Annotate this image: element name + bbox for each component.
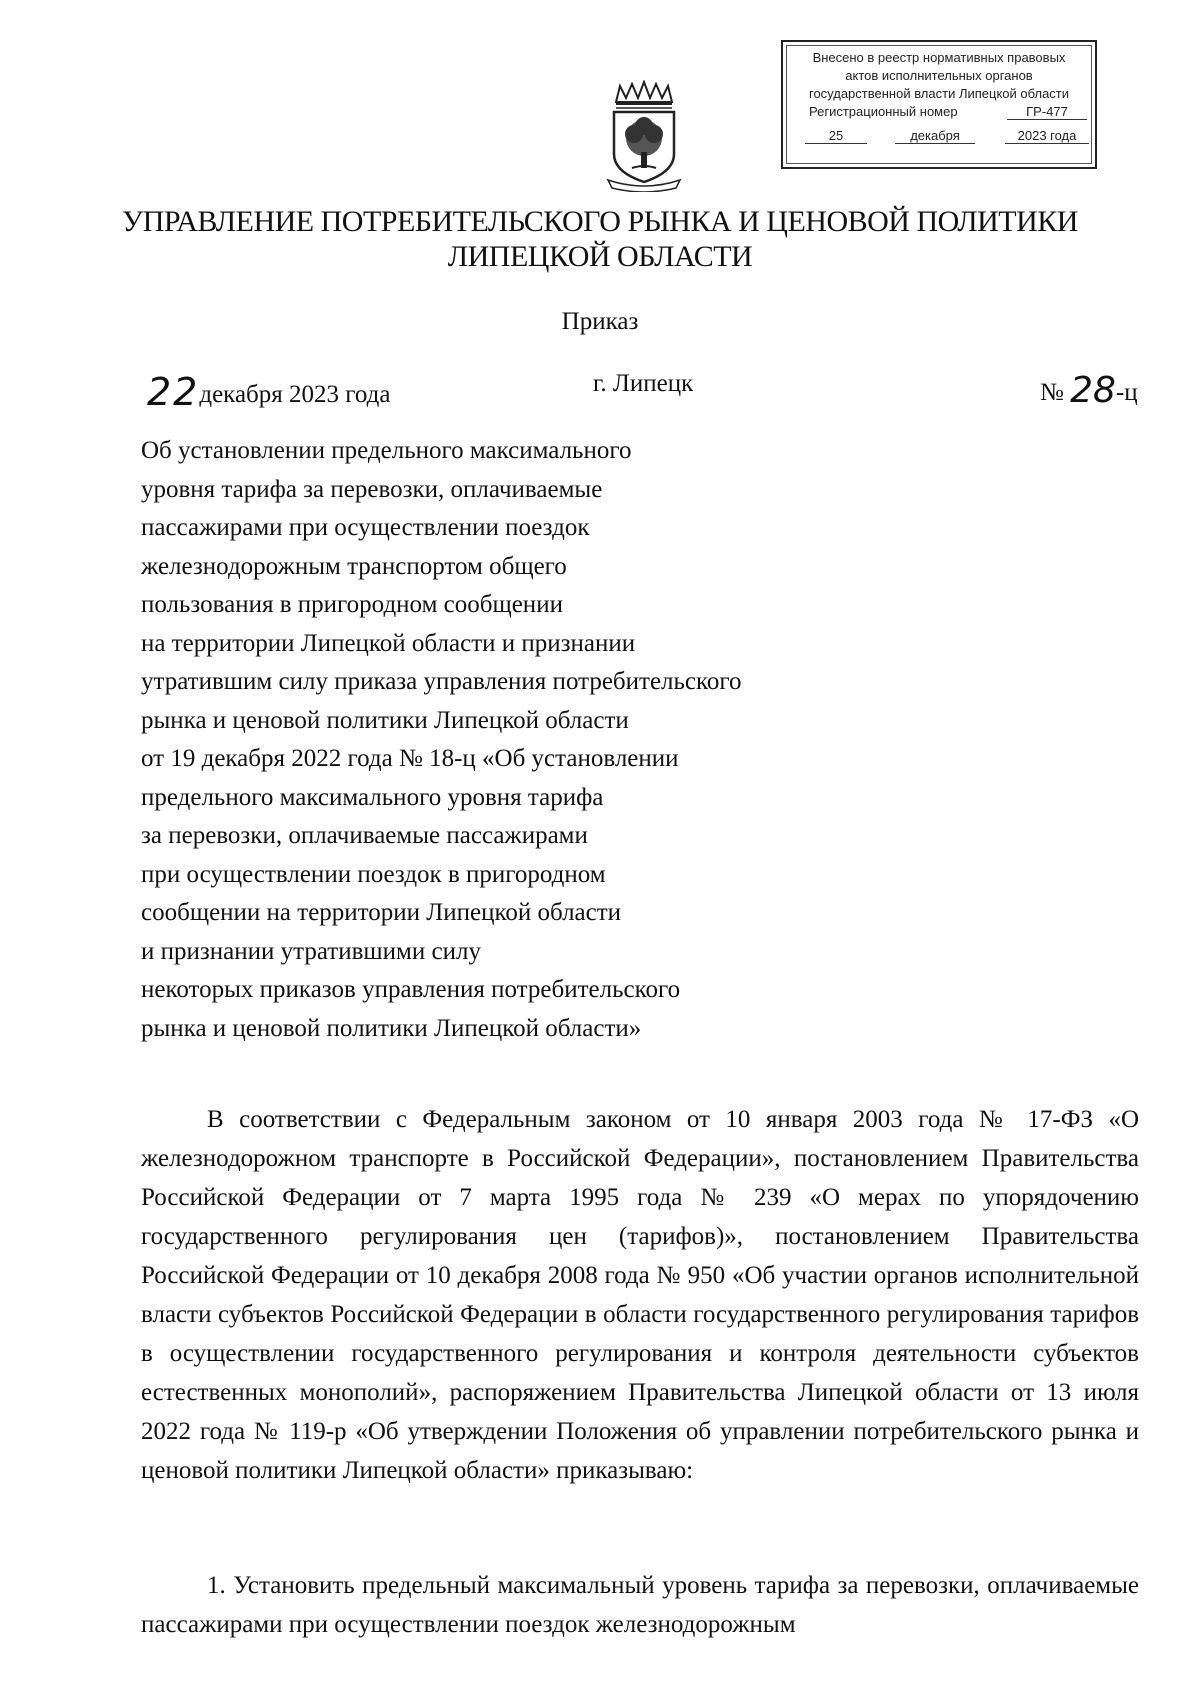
title-line: рынка и ценовой политики Липецкой области» — [141, 1014, 642, 1042]
title-line: сообщении на территории Липецкой области — [141, 899, 622, 926]
title-line: уровня тарифа за перевозки, оплачиваемые — [141, 475, 603, 503]
order-title — [141, 432, 742, 1048]
stamp-year: 2023 года — [1005, 128, 1089, 144]
number-prefix: № — [1040, 379, 1064, 406]
title-line: от 19 декабря 2022 года № 18-ц «Об установлении — [141, 745, 679, 772]
org-name-line-2: ЛИПЕЦКОЙ ОБЛАСТИ — [447, 240, 753, 273]
title-line: пассажирами при осуществлении поездок — [141, 514, 590, 541]
stamp-month: декабря — [895, 128, 975, 144]
org-name-line-1: УПРАВЛЕНИЕ ПОТРЕБИТЕЛЬСКОГО РЫНКА И ЦЕНОВОЙ ПОЛИТИКИ — [122, 205, 1078, 238]
title-line: и признании утратившими силу — [141, 937, 481, 965]
stamp-line-3: государственной власти Липецкой области — [808, 86, 1070, 101]
stamp-reg-number: ГР-477 — [1007, 104, 1087, 120]
title-line: предельного максимального уровня тарифа — [141, 783, 604, 811]
stamp-line-2: актов исполнительных органов — [845, 68, 1033, 83]
preamble-paragraph: В соответствии с Федеральным законом от 10 января 2003 года № 17-ФЗ «О железнодорожном транспорте в Российской Федерации», постановлением Правительства Российской Федерации от 7 марта 1995 года № 239 «О мерах по упорядочению государственного регулирования цен (тарифов)», постановлением Правительства Российской Федерации от 10 декабря 2008 года № 950 «Об участии органов исполнительной власти субъектов Российской Федерации в области государственного регулирования тарифов в осуществлении государственного регулирования и контроля деятельности субъектов естественных монополий», распоряжением Правительства Липецкой области от 13 июля 2022 года № 119-р «Об утверждении Положения об управлении потребительского рынка и ценовой политики Липецкой области» приказываю: — [141, 1106, 1139, 1484]
title-line: утратившим силу приказа управления потребительского — [141, 668, 742, 695]
title-line: Об установлении предельного максимального — [141, 437, 632, 464]
title-line: на территории Липецкой области и признании — [141, 629, 636, 657]
title-line: рынка и ценовой политики Липецкой области — [141, 706, 629, 734]
stamp-reg-label: Регистрационный номер — [809, 104, 958, 119]
handwritten-day: 22 — [147, 370, 200, 414]
number-suffix: -ц — [1115, 379, 1138, 406]
clause-1-paragraph: 1. Установить предельный максимальный уровень тарифа за перевозки, оплачиваемые пассажирами при осуществлении поездок железнодорожным — [141, 1572, 1139, 1638]
title-line: пользования в пригородном сообщении — [141, 591, 563, 618]
title-line: некоторых приказов управления потребительского — [141, 976, 681, 1003]
order-date — [147, 370, 391, 414]
document-type: Приказ — [561, 308, 639, 335]
stamp-day: 25 — [805, 128, 867, 144]
coat-of-arms-icon — [604, 80, 684, 192]
title-line: за перевозки, оплачиваемые пассажирами — [141, 822, 588, 849]
date-text: декабря 2023 года — [199, 381, 391, 408]
handwritten-number: 28 — [1070, 370, 1116, 411]
stamp-inner-border — [786, 45, 1092, 164]
order-number — [1040, 370, 1138, 411]
order-city: г. Липецк — [593, 370, 694, 397]
title-line: при осуществлении поездок в пригородном — [141, 860, 606, 888]
stamp-line-1: Внесено в реестр нормативных правовых — [812, 50, 1066, 65]
registration-stamp — [781, 40, 1097, 169]
title-line: железнодорожным транспортом общего — [141, 552, 567, 580]
